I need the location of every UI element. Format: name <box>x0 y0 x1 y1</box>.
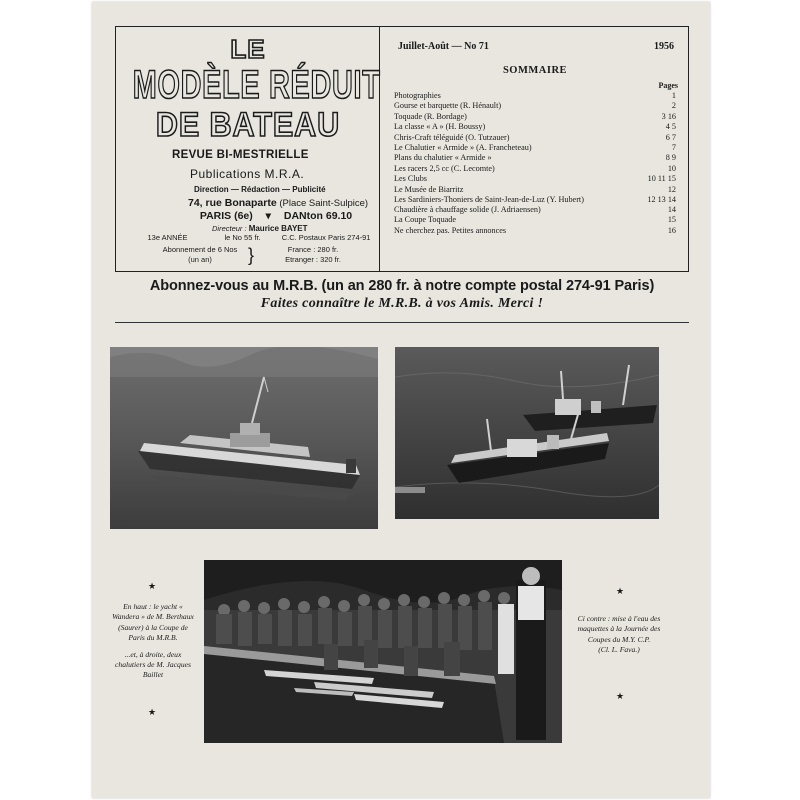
toc-pages: 14 <box>667 205 676 215</box>
directeur <box>212 224 352 233</box>
toc-title: La classe « A » (H. Boussy) <box>394 122 486 132</box>
sommaire-title: SOMMAIRE <box>502 65 568 76</box>
toc-item <box>394 101 678 111</box>
masthead-title-block <box>116 27 380 271</box>
table-of-contents <box>394 91 678 236</box>
city-phone-line <box>176 210 376 222</box>
banner-line1: Abonnez-vous au M.R.B. (un an 280 fr. à notre compte postal 274-91 Paris) <box>149 278 655 294</box>
toc-pages: 15 <box>667 215 676 225</box>
toc-title: Plans du chalutier « Armide » <box>394 153 492 163</box>
toc-item <box>394 185 678 195</box>
subscription-banner <box>115 278 689 312</box>
abonnement-duration: (un an) <box>188 255 212 264</box>
issue-year: 1956 <box>654 41 674 52</box>
toc-pages: 2 <box>671 101 676 111</box>
phone: DANton 69.10 <box>283 210 353 222</box>
pages-label: Pages <box>658 81 678 90</box>
star-icon: ★ <box>148 708 157 718</box>
toc-title: Photographies <box>394 91 441 100</box>
price-etranger: Etranger : 320 fr. <box>285 255 341 264</box>
star-icon: ★ <box>148 582 157 592</box>
toc-pages: 6 7 <box>665 132 676 142</box>
sommaire-block <box>382 27 688 271</box>
toc-item <box>394 143 678 153</box>
city-separator-icon: ▾ <box>265 210 271 222</box>
logo-le: LE <box>230 34 266 64</box>
abonnement-label-block <box>150 245 250 265</box>
toc-item <box>394 112 678 122</box>
caption-left-top: En haut : le yacht « Wandera » de M. Berthaux (Saurer) à la Coupe de Paris du M.R.B. <box>112 602 194 643</box>
brace-icon: } <box>248 245 255 265</box>
star-icon: ★ <box>616 587 625 597</box>
logo-modele-reduit: MODÈLE RÉDUIT <box>132 63 381 107</box>
toc-title: Le Chalutier « Armide » (A. Francheteau) <box>394 142 532 152</box>
toc-title: Gourse et barquette (R. Hénault) <box>394 101 502 111</box>
photo-yacht-wandera <box>110 347 378 529</box>
abonnement-label: Abonnement de 6 Nos <box>162 245 238 254</box>
directeur-name: Maurice BAYET <box>248 224 308 233</box>
toc-item <box>394 122 678 132</box>
toc-item <box>394 195 678 205</box>
city: PARIS (6e) <box>199 210 253 222</box>
toc-title: La Coupe Toquade <box>394 215 457 225</box>
caption-right-credit: (Cl. L. Fava.) <box>598 645 640 655</box>
banner-line2: Faites connaître le M.R.B. à vos Amis. Merci ! <box>260 296 544 311</box>
toc-title: Les Sardiniers-Thoniers de Saint-Jean-de-Luz (Y. Hubert) <box>394 194 584 204</box>
address <box>188 197 378 209</box>
publisher: Publications M.R.A. <box>190 167 305 181</box>
toc-pages: 10 <box>667 163 676 173</box>
toc-item <box>394 215 678 225</box>
ccp: C.C. Postaux Paris 274-91 <box>281 233 371 242</box>
star-icon: ★ <box>616 692 625 702</box>
directeur-label: Directeur : <box>212 224 247 233</box>
toc-pages: 7 <box>671 142 676 152</box>
address-street: 74, rue Bonaparte <box>188 197 277 209</box>
price-france: France : 280 fr. <box>287 245 339 254</box>
toc-title: Les racers 2,5 cc (C. Lecomte) <box>394 163 495 173</box>
toc-item <box>394 226 678 236</box>
toc-item <box>394 91 678 101</box>
toc-pages: 4 5 <box>665 122 676 132</box>
annee: 13e ANNÉE <box>147 233 188 242</box>
caption-left <box>110 602 196 687</box>
toc-item <box>394 133 678 143</box>
toc-title: Chris-Craft téléguidé (O. Tutzauer) <box>394 132 510 142</box>
caption-left-bottom: ...et, à droite, deux chalutiers de M. Jacques Baillet <box>115 649 191 680</box>
annee-line <box>126 233 376 242</box>
photo-two-trawlers <box>395 347 659 519</box>
numero-price: le No 55 fr. <box>224 233 261 242</box>
toc-pages: 16 <box>667 225 676 235</box>
toc-pages: 1 <box>671 91 676 100</box>
logo-de-bateau: DE BATEAU <box>155 106 341 144</box>
issue-line <box>398 41 674 52</box>
magazine-page <box>92 2 710 798</box>
toc-title: Les Clubs <box>394 174 427 184</box>
toc-pages: 12 13 14 <box>647 194 676 204</box>
toc-title: Toquade (R. Bordage) <box>394 111 467 121</box>
toc-title: Ne cherchez pas. Petites annonces <box>394 225 507 235</box>
magazine-logo <box>128 34 381 147</box>
toc-pages: 8 9 <box>665 153 676 163</box>
photo-launch-models-pond <box>204 560 562 743</box>
toc-item <box>394 174 678 184</box>
magazine-subtitle: REVUE BI-MESTRIELLE <box>172 149 309 161</box>
divider <box>115 322 689 323</box>
toc-item <box>394 164 678 174</box>
issue-number: Juillet-Août — No 71 <box>398 41 489 52</box>
toc-title: Chaudière à chauffage solide (J. Adriaensen) <box>394 205 541 215</box>
toc-pages: 12 <box>667 184 676 194</box>
toc-title: Le Musée de Biarritz <box>394 184 464 194</box>
toc-pages: 10 11 15 <box>647 174 676 184</box>
caption-right-text: Ci contre : mise à l'eau des maquettes à la Journée des Coupes du M.Y. C.P. <box>577 614 661 644</box>
toc-pages: 3 16 <box>661 111 676 121</box>
toc-item <box>394 205 678 215</box>
abonnement-prices <box>258 245 368 265</box>
direction-line: Direction — Rédaction — Publicité <box>194 185 326 194</box>
caption-right <box>576 614 662 656</box>
address-place: (Place Saint-Sulpice) <box>279 198 369 209</box>
masthead <box>115 26 689 272</box>
toc-item <box>394 153 678 163</box>
